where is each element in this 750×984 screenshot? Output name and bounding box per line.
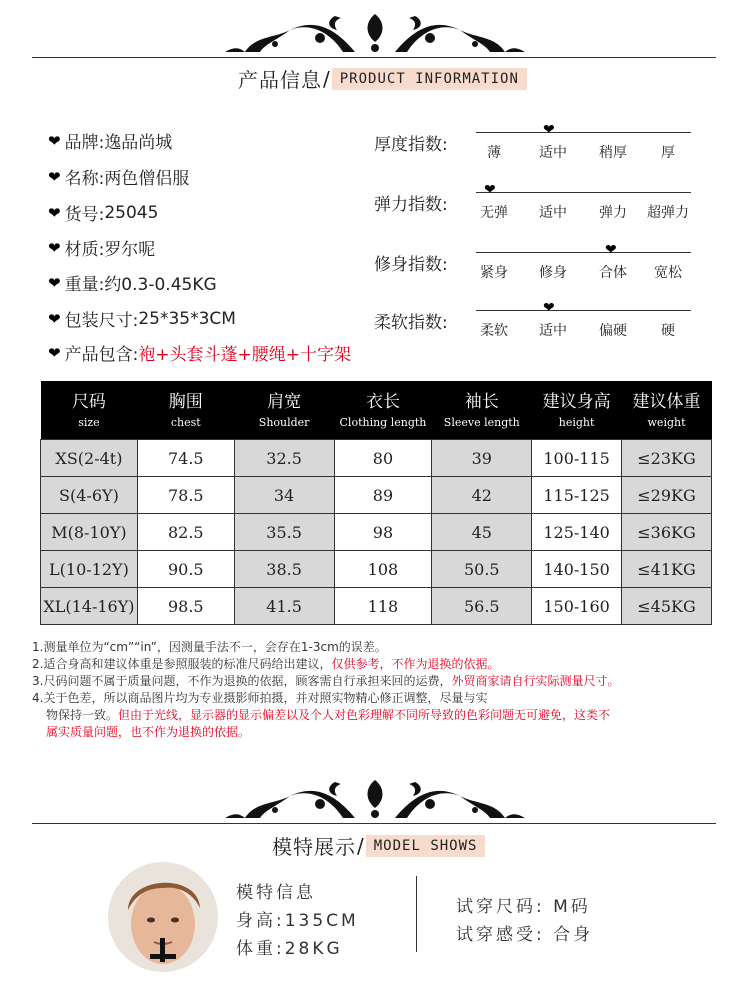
index-option: 合体 — [599, 265, 627, 281]
note-3: 3.尺码问题不属于质量问题，不作为退换的依据，顾客需自行承担来回的运费，外贸商家请自行实际测量尺寸。 — [32, 674, 620, 688]
table-cell: 50.5 — [432, 551, 532, 588]
header-sleeve: 袖长 Sleeve length — [432, 381, 532, 440]
index-scale-line — [476, 192, 691, 193]
index-option: 薄 — [487, 145, 501, 161]
table-cell: 98.5 — [137, 588, 234, 625]
model-shows-title-cn: 模特展示 — [272, 835, 356, 859]
index-option: 适中 — [539, 323, 567, 339]
table-cell: 35.5 — [234, 514, 334, 551]
model-weight: 体重:28KG — [236, 939, 343, 959]
section-slash: / — [323, 66, 330, 91]
index-option: 紧身 — [480, 265, 508, 281]
table-cell: 45 — [432, 514, 532, 551]
table-cell: L(10-12Y) — [41, 551, 138, 588]
spec-brand — [48, 128, 172, 153]
table-cell: 115-125 — [532, 477, 622, 514]
index-option: 厚 — [661, 145, 675, 161]
table-row — [41, 514, 712, 551]
heart-icon: ❤ — [48, 238, 61, 257]
size-table-header — [41, 381, 712, 440]
index-label: 柔软指数: — [374, 313, 448, 333]
table-cell: 98 — [334, 514, 432, 551]
header-height: 建议身高 height — [532, 381, 622, 440]
spec-value: 约0.3-0.45KG — [104, 275, 217, 295]
index-option: 超弹力 — [647, 205, 689, 221]
index-heart-icon: ❤ — [543, 122, 555, 138]
spec-value: 逸品尚城 — [104, 133, 173, 153]
index-option: 修身 — [539, 265, 567, 281]
table-cell: M(8-10Y) — [41, 514, 138, 551]
table-cell: 74.5 — [137, 440, 234, 477]
table-row — [41, 588, 712, 625]
index-option: 偏硬 — [599, 323, 627, 339]
size-table — [40, 381, 712, 625]
spec-value: 两色僧侣服 — [104, 169, 190, 189]
table-cell: 80 — [334, 440, 432, 477]
spec-label: 名称: — [64, 169, 105, 189]
index-option: 宽松 — [654, 265, 682, 281]
table-cell: 100-115 — [532, 440, 622, 477]
heart-icon: ❤ — [48, 203, 61, 222]
index-option: 无弹 — [480, 205, 508, 221]
table-cell: 108 — [334, 551, 432, 588]
note-2: 2.适合身高和建议体重是参照服装的标准尺码给出建议，仅供参考，不作为退换的依据。 — [32, 657, 500, 671]
table-cell: ≤29KG — [622, 477, 712, 514]
spec-value: 25045 — [104, 202, 159, 223]
note-4-cont: 物保持一致。但由于光线，显示器的显示偏差以及个人对色彩理解不同所导致的色彩问题无可避免，这类不 — [46, 708, 611, 722]
table-cell: 39 — [432, 440, 532, 477]
table-cell: 125-140 — [532, 514, 622, 551]
spec-package-size — [48, 306, 236, 331]
table-cell: 78.5 — [137, 477, 234, 514]
table-row — [41, 440, 712, 477]
size-notes — [32, 639, 742, 741]
product-info-header — [238, 64, 527, 93]
spec-value: 袍+头套斗蓬+腰绳+十字架 — [138, 345, 352, 365]
table-cell: 118 — [334, 588, 432, 625]
index-scale-line — [476, 132, 691, 133]
heart-icon: ❤ — [48, 309, 61, 328]
header-weight: 建议体重 weight — [622, 381, 712, 440]
spec-sku — [48, 200, 158, 225]
spec-label: 包装尺寸: — [64, 311, 139, 331]
heart-icon: ❤ — [48, 167, 61, 186]
top-ornament — [215, 8, 535, 56]
table-cell: 42 — [432, 477, 532, 514]
table-cell: 90.5 — [137, 551, 234, 588]
heart-icon: ❤ — [48, 273, 61, 292]
table-cell: 56.5 — [432, 588, 532, 625]
model-divider — [416, 876, 417, 952]
header-size: 尺码 size — [41, 381, 138, 440]
heart-icon: ❤ — [48, 343, 61, 362]
index-heart-icon: ❤ — [543, 300, 555, 316]
index-scale-line — [476, 310, 691, 311]
table-cell: S(4-6Y) — [41, 477, 138, 514]
table-cell: 82.5 — [137, 514, 234, 551]
product-info-title-cn: 产品信息 — [238, 68, 322, 92]
index-option: 硬 — [661, 323, 675, 339]
table-row — [41, 551, 712, 588]
model-photo — [108, 862, 218, 972]
spec-label: 产品包含: — [64, 345, 139, 365]
bottom-ornament — [215, 774, 535, 822]
table-cell: XL(14-16Y) — [41, 588, 138, 625]
table-cell: ≤36KG — [622, 514, 712, 551]
model-info-title: 模特信息 — [236, 883, 316, 903]
table-cell: XS(2-4t) — [41, 440, 138, 477]
header-chest: 胸围 chest — [137, 381, 234, 440]
spec-label: 货号: — [64, 205, 105, 225]
index-option: 稍厚 — [599, 145, 627, 161]
index-option: 适中 — [539, 205, 567, 221]
model-shows-header — [272, 831, 485, 860]
index-option: 适中 — [539, 145, 567, 161]
index-heart-icon: ❤ — [605, 242, 617, 258]
index-scale-line — [476, 252, 691, 253]
spec-value: 25*35*3CM — [138, 308, 236, 329]
model-shows-title-en: MODEL SHOWS — [366, 835, 486, 857]
header-shoulder: 肩宽 Shoulder — [234, 381, 334, 440]
section-slash: / — [357, 833, 364, 858]
table-cell: 150-160 — [532, 588, 622, 625]
table-cell: 38.5 — [234, 551, 334, 588]
table-cell: 140-150 — [532, 551, 622, 588]
spec-value: 罗尔呢 — [104, 240, 156, 260]
table-cell: ≤41KG — [622, 551, 712, 588]
top-rule — [32, 57, 716, 58]
table-cell: 89 — [334, 477, 432, 514]
table-cell: ≤45KG — [622, 588, 712, 625]
spec-label: 材质: — [64, 240, 105, 260]
spec-label: 重量: — [64, 275, 105, 295]
index-option: 弹力 — [599, 205, 627, 221]
index-heart-icon: ❤ — [484, 182, 496, 198]
model-height: 身高:135CM — [236, 911, 359, 931]
index-label: 弹力指数: — [374, 195, 448, 215]
index-option: 柔软 — [480, 323, 508, 339]
bottom-rule — [32, 823, 716, 824]
note-4: 4.关于色差，所以商品图片均为专业摄影师拍摄，并对照实物精心修正调整，尽量与实 — [32, 691, 488, 705]
table-cell: 32.5 — [234, 440, 334, 477]
note-1: 1.测量单位为“cm”“in”，因测量手法不一，会存在1-3cm的误差。 — [32, 640, 387, 654]
spec-label: 品牌: — [64, 133, 105, 153]
heart-icon: ❤ — [48, 131, 61, 150]
note-4-end: 属实质量问题，也不作为退换的依据。 — [46, 725, 251, 739]
model-avatar — [108, 862, 218, 972]
table-cell: 34 — [234, 477, 334, 514]
product-info-title-en: PRODUCT INFORMATION — [332, 68, 527, 90]
table-row — [41, 477, 712, 514]
spec-name — [48, 164, 189, 189]
model-try-size: 试穿尺码: M码 — [456, 897, 591, 917]
table-cell: ≤23KG — [622, 440, 712, 477]
spec-material — [48, 235, 155, 260]
index-label: 厚度指数: — [374, 135, 448, 155]
table-cell: 41.5 — [234, 588, 334, 625]
spec-weight — [48, 270, 217, 295]
model-try-feel: 试穿感受: 合身 — [456, 925, 594, 945]
header-length: 衣长 Clothing length — [334, 381, 432, 440]
index-label: 修身指数: — [374, 255, 448, 275]
spec-contents — [48, 340, 351, 365]
